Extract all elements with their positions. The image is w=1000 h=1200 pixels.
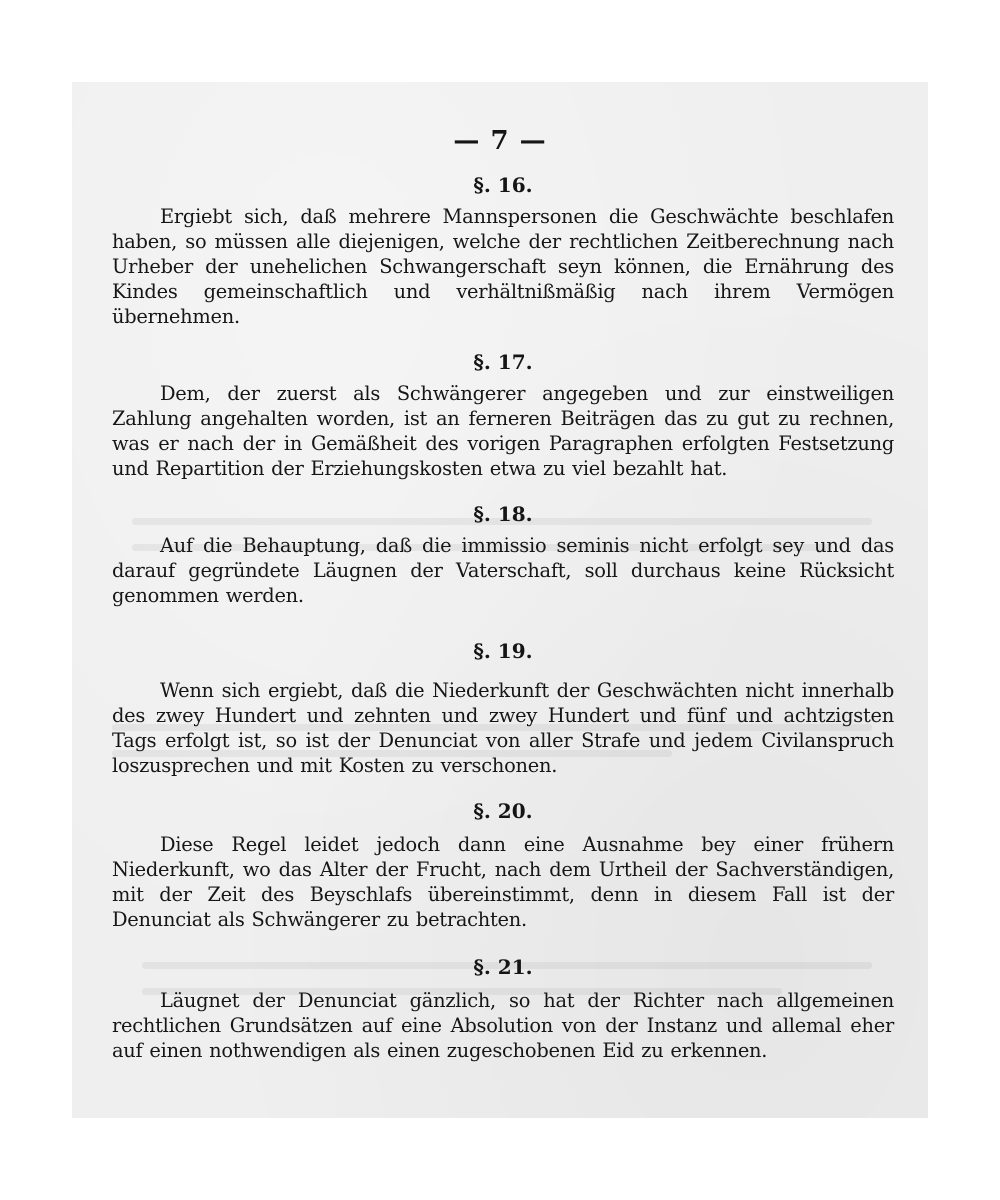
section-paragraph: Wenn sich ergiebt, daß die Niederkunft der Geschwächten nicht innerhalb des zwey Hundert und zehnten und zwey Hundert und fünf und achtzigsten Tags erfolgt ist, so ist der Denunciat von aller Strafe und jedem Civilanspruch loszusprechen und mit Kosten zu verschonen. (112, 679, 894, 777)
section-paragraph: Ergiebt sich, daß mehrere Mannspersonen die Geschwächte beschlafen haben, so müssen alle diejenigen, welche der rechtlichen Zeitberechnung nach Urheber der unehelichen Schwangerschaft seyn können, die Ernährung des Kindes gemeinschaftlich und verhältnißmäßig nach ihrem Vermögen übernehmen. (112, 205, 894, 328)
section-heading: §. 20. (473, 799, 533, 823)
page-number: — 7 — (453, 126, 547, 156)
section-paragraph: Diese Regel leidet jedoch dann eine Ausnahme bey einer frühern Niederkunft, wo das Alter der Frucht, nach dem Urtheil der Sachverständigen, mit der Zeit des Beyschlafs übereinstimmt, denn in diesem Fall ist der Denunciat als Schwängerer zu betrachten. (112, 833, 894, 931)
section-16 (112, 172, 894, 329)
section-19 (112, 638, 894, 778)
section-18 (112, 501, 894, 608)
section-heading: §. 16. (473, 173, 533, 197)
section-heading: §. 18. (473, 502, 533, 526)
section-17 (112, 349, 894, 481)
page-body (112, 172, 894, 1063)
section-heading: §. 19. (473, 639, 533, 663)
section-paragraph: Läugnet der Denunciat gänzlich, so hat der Richter nach allgemeinen rechtlichen Grundsätzen auf eine Absolution von der Instanz und allemal eher auf einen nothwendigen als einen zugeschobenen Eid zu erkennen. (112, 989, 894, 1062)
section-paragraph: Dem, der zuerst als Schwängerer angegeben und zur einstweiligen Zahlung angehalten worden, ist an ferneren Beiträgen das zu gut zu rechnen, was er nach der in Gemäßheit des vorigen Paragraphen erfolgten Festsetzung und Repartition der Erziehungskosten etwa zu viel bezahlt hat. (112, 382, 894, 480)
section-heading: §. 17. (473, 350, 533, 374)
section-21 (112, 954, 894, 1063)
section-heading: §. 21. (473, 955, 533, 979)
book-page (72, 82, 928, 1118)
section-20 (112, 798, 894, 932)
section-paragraph: Auf die Behauptung, daß die immissio seminis nicht erfolgt sey und das darauf gegründete Läugnen der Vaterschaft, soll durchaus keine Rücksicht genommen werden. (112, 534, 894, 607)
